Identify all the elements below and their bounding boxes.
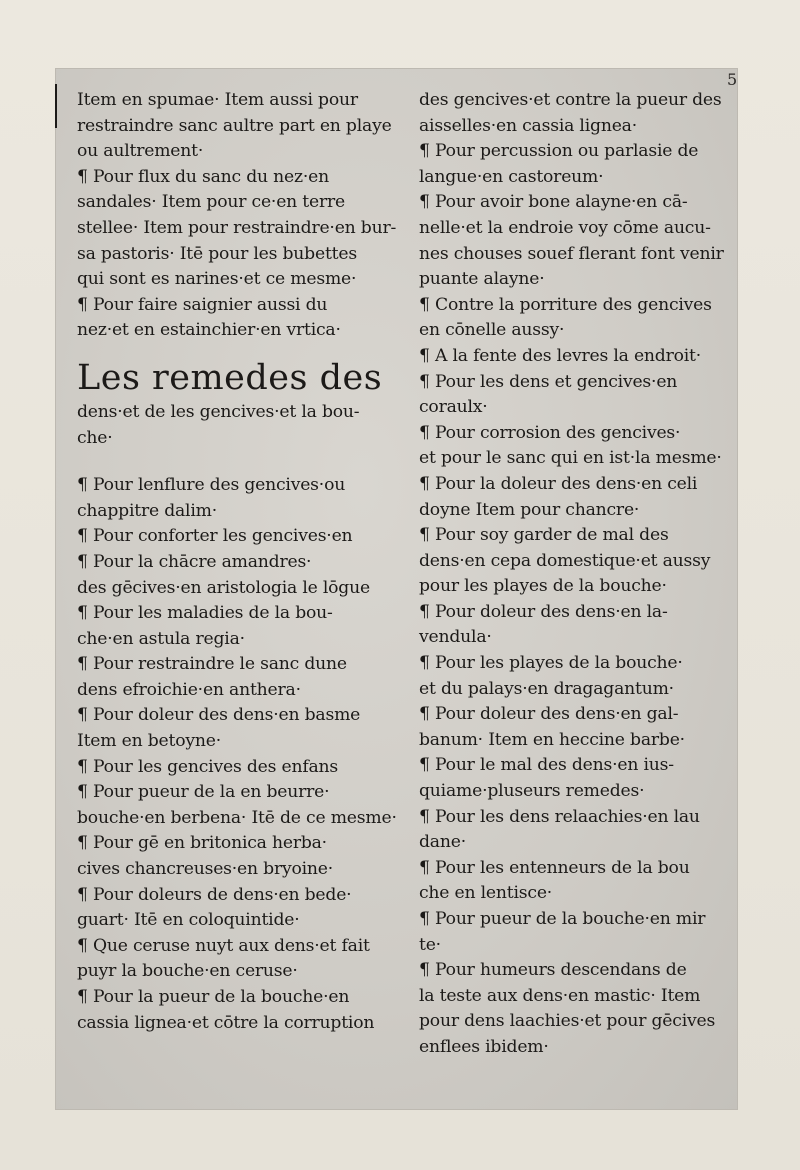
- text-line: ¶ Pour flux du sanc du nez·en: [77, 166, 329, 187]
- text-line: ¶ Pour soy garder de mal des: [419, 525, 669, 546]
- text-line: Item en spumae· Item aussi pour: [77, 90, 358, 110]
- right-text-column: [419, 88, 734, 1061]
- text-line: ¶ Pour la chācre amandres·: [77, 551, 312, 572]
- text-line: ¶ Pour percussion ou parlasie de: [419, 141, 699, 162]
- left-text-before-heading: [77, 88, 395, 344]
- text-line: ¶ A la fente des levres la endroit·: [419, 345, 702, 366]
- text-line: nez·et en estainchier·en vrtica·: [77, 320, 341, 341]
- heading-continuation-line: dens·et de les gencives·et la bou-: [77, 401, 360, 422]
- text-line: nes chouses souef flerant font venir: [419, 243, 724, 264]
- section-heading-continuation: [77, 400, 395, 451]
- text-line: pour les playes de la bouche·: [419, 576, 667, 597]
- heading-spacer: [77, 451, 395, 473]
- text-line: dens·en cepa domestique·et aussy: [419, 550, 711, 571]
- text-line: ¶ Pour lenflure des gencives·ou: [77, 475, 346, 496]
- text-line: cives chancreuses·en bryoine·: [77, 859, 334, 880]
- page-number: 5: [727, 70, 738, 89]
- text-line: te·: [419, 934, 441, 955]
- text-line: dane·: [419, 832, 466, 853]
- text-line: Item en betoyne·: [77, 731, 221, 752]
- text-line: coraulx·: [419, 397, 488, 418]
- text-line: vendula·: [419, 627, 492, 648]
- text-line: ¶ Pour la doleur des dens·en celi: [419, 473, 698, 494]
- text-line: ¶ Pour humeurs descendans de: [419, 960, 687, 981]
- text-line: ¶ Pour les maladies de la bou-: [77, 603, 333, 624]
- text-line: banum· Item en heccine barbe·: [419, 729, 685, 750]
- text-line: ¶ Pour les dens et gencives·en: [419, 371, 678, 392]
- text-line: ¶ Pour doleur des dens·en basme: [77, 705, 361, 726]
- text-line: ¶ Pour doleur des dens·en la-: [419, 601, 668, 622]
- text-line: che·en astula regia·: [77, 628, 245, 649]
- text-line: ¶ Pour doleur des dens·en gal-: [419, 704, 679, 725]
- text-line: quiame·pluseurs remedes·: [419, 781, 645, 802]
- text-line: langue·en castoreum·: [419, 166, 604, 187]
- text-line: enflees ibidem·: [419, 1036, 549, 1057]
- text-line: ¶ Pour pueur de la en beurre·: [77, 782, 330, 803]
- text-line: ¶ Pour pueur de la bouche·en mir: [419, 909, 706, 929]
- text-line: guart· Itē en coloquintide·: [77, 910, 300, 931]
- text-line: ¶ Pour les entenneurs de la bou: [419, 857, 690, 878]
- text-line: ¶ Pour restraindre le sanc dune: [77, 654, 347, 675]
- text-line: doyne Item pour chancre·: [419, 499, 640, 520]
- text-line: en cōnelle aussy·: [419, 320, 565, 341]
- text-line: chappitre dalim·: [77, 500, 218, 521]
- text-line: cassia lignea·et cōtre la corruption: [77, 1012, 375, 1033]
- text-line: ¶ Contre la porriture des gencives: [419, 294, 712, 315]
- text-line: ¶ Pour les dens relaachies·en lau: [419, 806, 700, 827]
- text-line: ¶ Pour faire saignier aussi du: [77, 294, 328, 315]
- text-line: bouche·en berbena· Itē de ce mesme·: [77, 807, 397, 828]
- text-line: et pour le sanc qui en ist·la mesme·: [419, 448, 722, 469]
- text-line: ¶ Pour le mal des dens·en ius-: [419, 755, 674, 776]
- left-text-after-heading: [77, 473, 395, 1036]
- text-line: ¶ Que ceruse nuyt aux dens·et fait: [77, 935, 370, 956]
- text-line: ou aultrement·: [77, 141, 204, 162]
- text-line: ¶ Pour les playes de la bouche·: [419, 653, 683, 674]
- text-line: ¶ Pour gē en britonica herba·: [77, 833, 327, 854]
- text-line: sandales· Item pour ce·en terre: [77, 192, 345, 213]
- manuscript-page-photo: [55, 68, 738, 1110]
- text-line: dens efroichie·en anthera·: [77, 679, 301, 700]
- text-line: nelle·et la endroie voy cōme aucu-: [419, 217, 711, 238]
- text-line: ¶ Pour la pueur de la bouche·en: [77, 987, 350, 1007]
- text-line: pour dens laachies·et pour gēcives: [419, 1011, 716, 1032]
- text-line: stellee· Item pour restraindre·en bur-: [77, 217, 397, 238]
- text-line: qui sont es narines·et ce mesme·: [77, 269, 357, 290]
- margin-rule-mark: [55, 84, 57, 128]
- text-line: la teste aux dens·en mastic· Item: [419, 985, 701, 1006]
- text-line: ¶ Pour doleurs de dens·en bede·: [77, 884, 352, 905]
- left-text-column: [77, 88, 395, 1036]
- text-line: ¶ Pour conforter les gencives·en: [77, 526, 353, 547]
- text-line: aisselles·en cassia lignea·: [419, 115, 637, 136]
- text-line: des gencives·et contre la pueur des: [419, 90, 722, 110]
- text-line: et du palays·en dragagantum·: [419, 678, 674, 699]
- text-line: ¶ Pour corrosion des gencives·: [419, 422, 681, 443]
- text-line: che en lentisce·: [419, 883, 553, 904]
- text-line: ¶ Pour avoir bone alayne·en cā-: [419, 192, 688, 213]
- text-line: puyr la bouche·en ceruse·: [77, 961, 298, 982]
- text-line: des gēcives·en aristologia le lōgue: [77, 577, 370, 598]
- section-heading: Les remedes des: [77, 357, 383, 398]
- text-line: puante alayne·: [419, 269, 545, 290]
- text-line: sa pastoris· Itē pour les bubettes: [77, 243, 357, 264]
- heading-continuation-line: che·: [77, 427, 113, 448]
- text-line: restraindre sanc aultre part en playe: [77, 115, 392, 136]
- text-line: ¶ Pour les gencives des enfans: [77, 756, 339, 777]
